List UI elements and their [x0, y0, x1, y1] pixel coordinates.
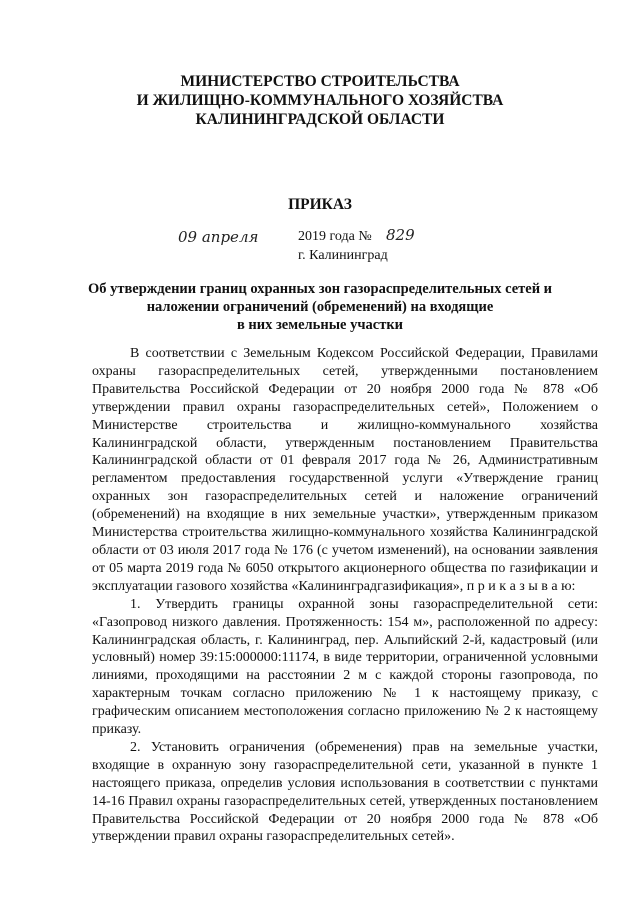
order-body	[92, 345, 598, 846]
subject-line-1: Об утверждении границ охранных зон газораспределительных сетей и	[87, 281, 553, 297]
handwritten-number: 829	[386, 226, 415, 244]
body-paragraph-preamble: В соответствии с Земельным Кодексом Российской Федерации, Правилами охраны газораспределительных сетей, утвержденными постановлением Правительства Российской Федерации от 20 ноября 2000 года № 878 «Об утверждении правил охраны газораспределительных сетей», Положением о Министерстве строительства и жилищно-коммунального хозяйства Калининградской области, утвержденным постановлением Правительства Калининградской области от 01 февраля 2017 года № 26, Административным регламентом предоставления государственной услуги «Утверждение границ охранных зон газораспределительных сетей и наложение ограничений (обременений) на входящие в них земельные участки», утвержденным приказом Министерства строительства жилищно-коммунального хозяйства Калининградской области от 03 июля 2017 года № 176 (с учетом изменений), на основании заявления от 05 марта 2019 года № 6050 открытого акционерного общества по газификации и эксплуатации газового хозяйства «Калининградгазификация», п р и к а з ы в а ю:	[92, 346, 598, 594]
order-subject	[80, 280, 560, 334]
ministry-header	[0, 72, 640, 129]
subject-line-2: наложении ограничений (обременений) на входящие	[146, 299, 494, 315]
ministry-line-2: И ЖИЛИЩНО-КОММУНАЛЬНОГО ХОЗЯЙСТВА	[136, 92, 504, 109]
ministry-line-1: МИНИСТЕРСТВО СТРОИТЕЛЬСТВА	[180, 73, 460, 90]
handwritten-date: 09 апреля	[178, 228, 259, 246]
order-year: 2019 года №	[298, 229, 372, 244]
order-city: г. Калининград	[298, 248, 388, 263]
ministry-line-3: КАЛИНИНГРАДСКОЙ ОБЛАСТИ	[195, 111, 445, 128]
order-title: ПРИКАЗ	[288, 196, 352, 213]
body-paragraph-item-1: 1. Утвердить границы охранной зоны газораспределительной сети: «Газопровод низкого давления. Протяженность: 154 м», расположенной по адресу: Калининградская область, г. Калининград, пер. Альпийский 2-й, кадастровый (или условный) номер 39:15:000000:11174, в виде территории, ограниченной условными линиями, проходящими на расстоянии 2 м с каждой стороны газопровода, по характерным точкам согласно приложению № 1 к настоящему приказу, с графическим описанием местоположения согласно приложению № 2 к настоящему приказу.	[92, 596, 598, 738]
body-paragraph-item-2: 2. Установить ограничения (обременения) прав на земельные участки, входящие в охранную зону газораспределительной сети, указанной в пункте 1 настоящего приказа, определив условия использования в соответствии с пунктами 14-16 Правил охраны газораспределительных сетей, утвержденных постановлением Правительства Российской Федерации от 20 ноября 2000 года № 878 «Об утверждении правил охраны газораспределительных сетей».	[92, 739, 598, 845]
subject-line-3: в них земельные участки	[236, 317, 404, 333]
